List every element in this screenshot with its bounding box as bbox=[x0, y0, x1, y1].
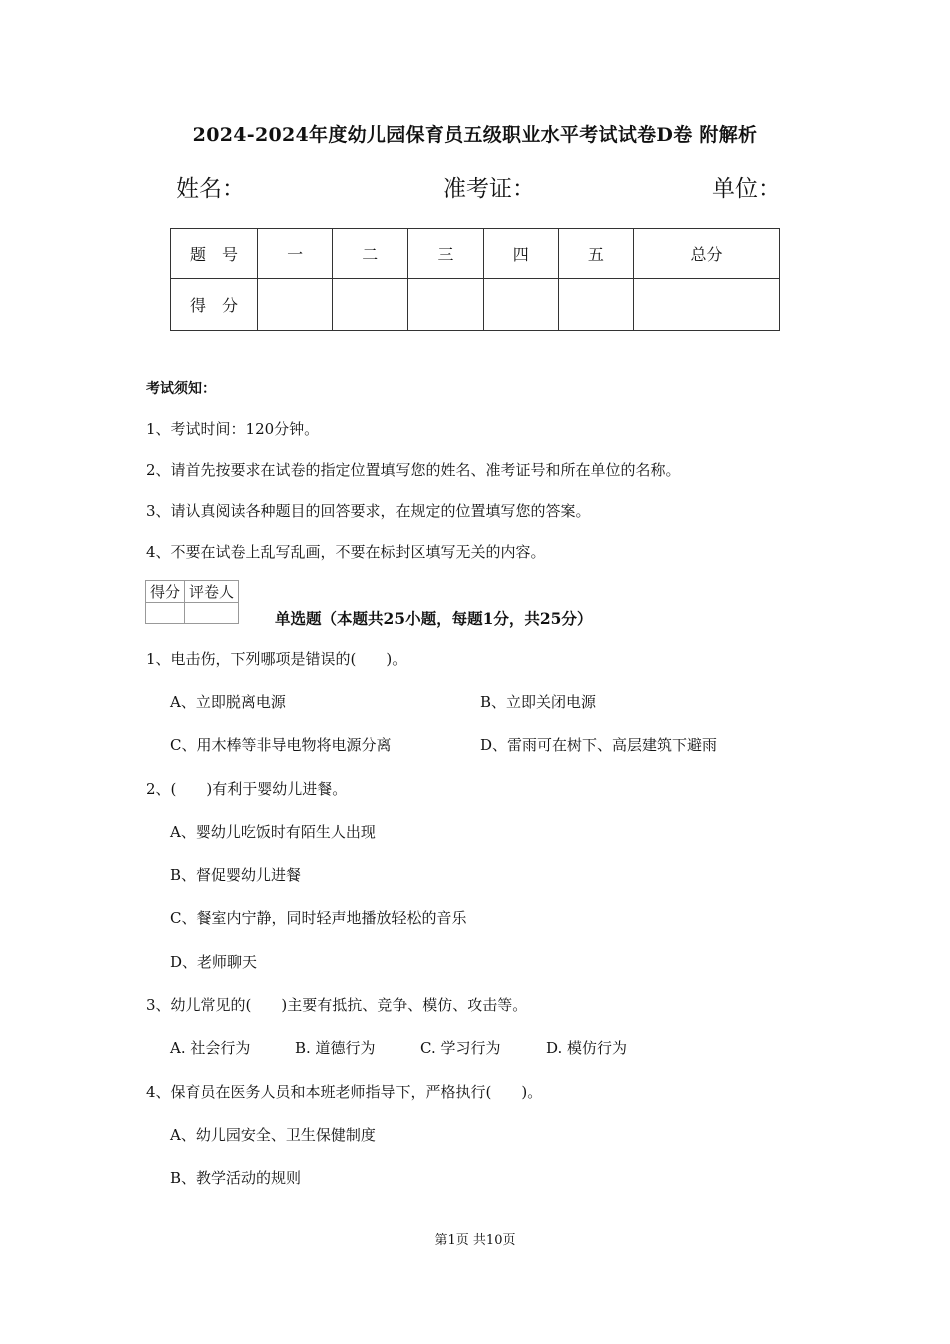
question-stem: 3、幼儿常见的( )主要有抵抗、竞争、模仿、攻击等。 bbox=[146, 996, 528, 1014]
note-item: 4、不要在试卷上乱写乱画，不要在标封区填写无关的内容。 bbox=[146, 543, 546, 561]
option: A、幼儿园安全、卫生保健制度 bbox=[170, 1126, 376, 1144]
score-table-score-row bbox=[171, 279, 780, 331]
note-item: 3、请认真阅读各种题目的回答要求，在规定的位置填写您的答案。 bbox=[146, 502, 591, 520]
score-table-col-5: 五 bbox=[558, 229, 633, 279]
page-footer: 第1页 共10页 bbox=[434, 1233, 516, 1248]
name-field-label: 姓名： bbox=[176, 176, 245, 202]
note-item: 2、请首先按要求在试卷的指定位置填写您的姓名、准考证号和所在单位的名称。 bbox=[146, 461, 681, 479]
option: A. 社会行为 bbox=[170, 1039, 251, 1057]
score-cell bbox=[333, 279, 408, 331]
unit-field-label: 单位： bbox=[712, 176, 781, 202]
option: D. 模仿行为 bbox=[546, 1039, 628, 1057]
score-cell bbox=[558, 279, 633, 331]
option: A、立即脱离电源 bbox=[170, 693, 286, 711]
score-table-score-label: 得 分 bbox=[171, 279, 258, 331]
option: B、立即关闭电源 bbox=[480, 693, 597, 711]
question-stem: 2、( )有利于婴幼儿进餐。 bbox=[146, 780, 348, 798]
score-cell bbox=[408, 279, 483, 331]
grader-score-label: 得分 bbox=[146, 581, 185, 603]
grader-box bbox=[145, 580, 239, 624]
option: C. 学习行为 bbox=[420, 1039, 501, 1057]
option: D、雷雨可在树下、高层建筑下避雨 bbox=[480, 736, 718, 754]
option: B、教学活动的规则 bbox=[170, 1169, 302, 1187]
question-stem: 4、保育员在医务人员和本班老师指导下，严格执行( )。 bbox=[146, 1083, 543, 1101]
notes-heading: 考试须知： bbox=[146, 381, 216, 397]
option: A、婴幼儿吃饭时有陌生人出现 bbox=[170, 823, 376, 841]
score-table-header-row bbox=[171, 229, 780, 279]
option: C、餐室内宁静，同时轻声地播放轻松的音乐 bbox=[170, 909, 467, 927]
option: B. 道德行为 bbox=[295, 1039, 376, 1057]
grader-name-cell bbox=[185, 603, 239, 624]
score-table-col-total: 总分 bbox=[634, 229, 780, 279]
exam-id-field-label: 准考证： bbox=[443, 176, 535, 202]
score-cell bbox=[258, 279, 333, 331]
question-stem: 1、电击伤，下列哪项是错误的( )。 bbox=[146, 650, 408, 668]
score-table-col-4: 四 bbox=[483, 229, 558, 279]
score-cell bbox=[483, 279, 558, 331]
exam-title: 2024-2024年度幼儿园保育员五级职业水平考试试卷D卷 附解析 bbox=[192, 124, 758, 146]
option: B、督促婴幼儿进餐 bbox=[170, 866, 302, 884]
score-table bbox=[170, 228, 780, 331]
score-table-col-2: 二 bbox=[333, 229, 408, 279]
score-table-col-3: 三 bbox=[408, 229, 483, 279]
score-cell bbox=[634, 279, 780, 331]
note-item: 1、考试时间：120分钟。 bbox=[146, 420, 320, 438]
option: D、老师聊天 bbox=[170, 953, 258, 971]
option: C、用木棒等非导电物将电源分离 bbox=[170, 736, 392, 754]
score-table-header-label: 题 号 bbox=[171, 229, 258, 279]
section-title: 单选题（本题共25小题，每题1分，共25分） bbox=[275, 609, 593, 628]
score-table-col-1: 一 bbox=[258, 229, 333, 279]
grader-score-cell bbox=[146, 603, 185, 624]
grader-name-label: 评卷人 bbox=[185, 581, 239, 603]
